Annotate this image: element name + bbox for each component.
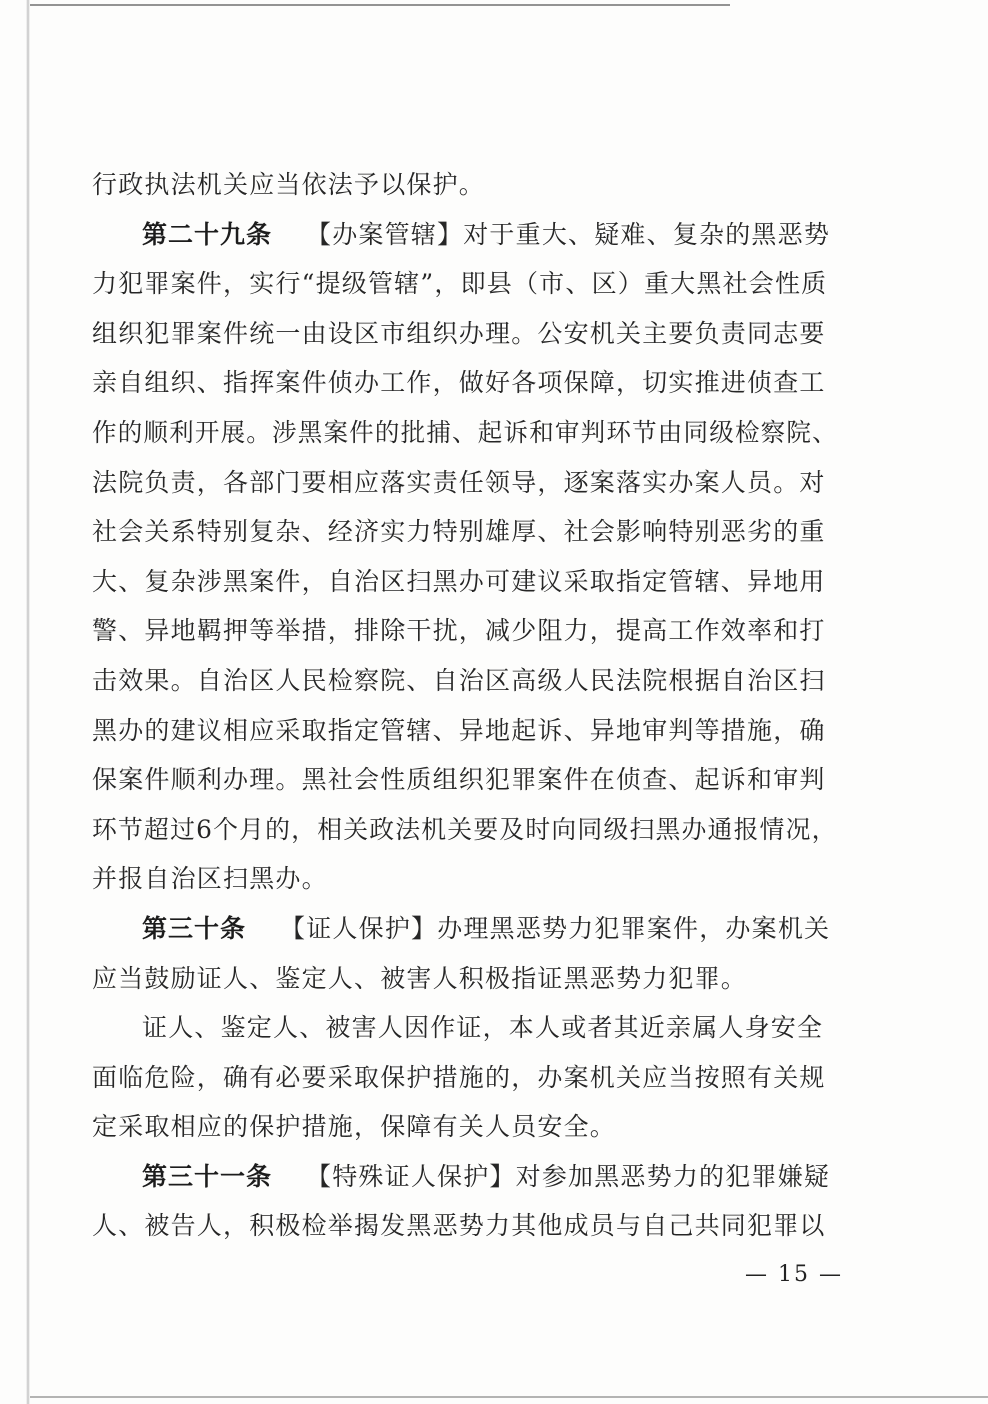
text-line [92,557,838,607]
line-text: 作的顺利开展。涉黑案件的批捕、起诉和审判环节由同级检察院、 [92,417,838,447]
text-line [92,755,838,805]
line-text: 环节超过6个月的，相关政法机关要及时向同级扫黑办通报情况， [92,814,838,844]
text-line [92,805,838,855]
article-heading: 【办案管辖】 [306,219,464,249]
scan-edge-left [26,0,30,1404]
text-line [92,408,838,458]
line-text: 应当鼓励证人、鉴定人、被害人积极指证黑恶势力犯罪。 [92,963,748,993]
text-line [92,160,838,210]
body-text [92,160,838,1251]
page-number: — 15 — [745,1262,843,1287]
line-text: 黑办的建议相应采取指定管辖、异地起诉、异地审判等措施，确 [92,715,826,745]
line-text: 组织犯罪案件统一由设区市组织办理。公安机关主要负责同志要 [92,318,826,348]
line-text: 保案件顺利办理。黑社会性质组织犯罪案件在侦查、起诉和审判 [92,765,826,795]
scan-edge-bottom [30,1396,988,1398]
text-line [92,259,838,309]
text-line [92,606,838,656]
line-text: 法院负责，各部门要相应落实责任领导，逐案落实办案人员。对 [92,467,826,497]
text-line [92,1003,838,1053]
article-line [92,210,838,260]
article-line [92,1152,838,1202]
line-text: 大、复杂涉黑案件，自治区扫黑办可建议采取指定管辖、异地用 [92,566,826,596]
text-line [92,1201,838,1251]
line-text: 面临危险，确有必要采取保护措施的，办案机关应当按照有关规 [92,1062,826,1092]
line-text: 社会关系特别复杂、经济实力特别雄厚、社会影响特别恶劣的重 [92,517,826,547]
text-line [92,854,838,904]
line-text: 行政执法机关应当依法予以保护。 [92,170,486,199]
line-text: 人、被告人，积极检举揭发黑恶势力其他成员与自己共同犯罪以 [92,1211,826,1241]
text-line [92,309,838,359]
text-line [92,1053,838,1103]
line-text: 定采取相应的保护措施，保障有关人员安全。 [92,1112,617,1142]
line-text: 亲自组织、指挥案件侦办工作，做好各项保障，切实推进侦查工 [92,368,826,398]
line-text: 证人、鉴定人、被害人因作证，本人或者其近亲属人身安全 [142,1013,824,1043]
text-line [92,507,838,557]
text-line [92,358,838,408]
line-text: 警、异地羁押等举措，排除干扰，减少阻力，提高工作效率和打 [92,616,826,646]
text-line [92,954,838,1004]
article-number: 第二十九条 [142,219,273,249]
text-line [92,458,838,508]
line-text: 对参加黑恶势力的犯罪嫌疑 [515,1161,831,1191]
line-text: 对于重大、疑难、复杂的黑恶势 [463,219,831,249]
article-heading: 【证人保护】 [280,913,438,943]
line-text: 办理黑恶势力犯罪案件，办案机关 [437,913,831,943]
article-number: 第三十一条 [142,1161,273,1191]
article-heading: 【特殊证人保护】 [306,1161,516,1191]
text-line [92,1102,838,1152]
line-text: 击效果。自治区人民检察院、自治区高级人民法院根据自治区扫 [92,665,826,695]
article-number: 第三十条 [142,913,247,943]
text-line [92,706,838,756]
line-text: 力犯罪案件，实行“提级管辖”，即县（市、区）重大黑社会性质 [92,269,828,299]
article-line [92,904,838,954]
scan-edge-top [30,4,730,6]
line-text: 并报自治区扫黑办。 [92,864,328,894]
text-line [92,656,838,706]
